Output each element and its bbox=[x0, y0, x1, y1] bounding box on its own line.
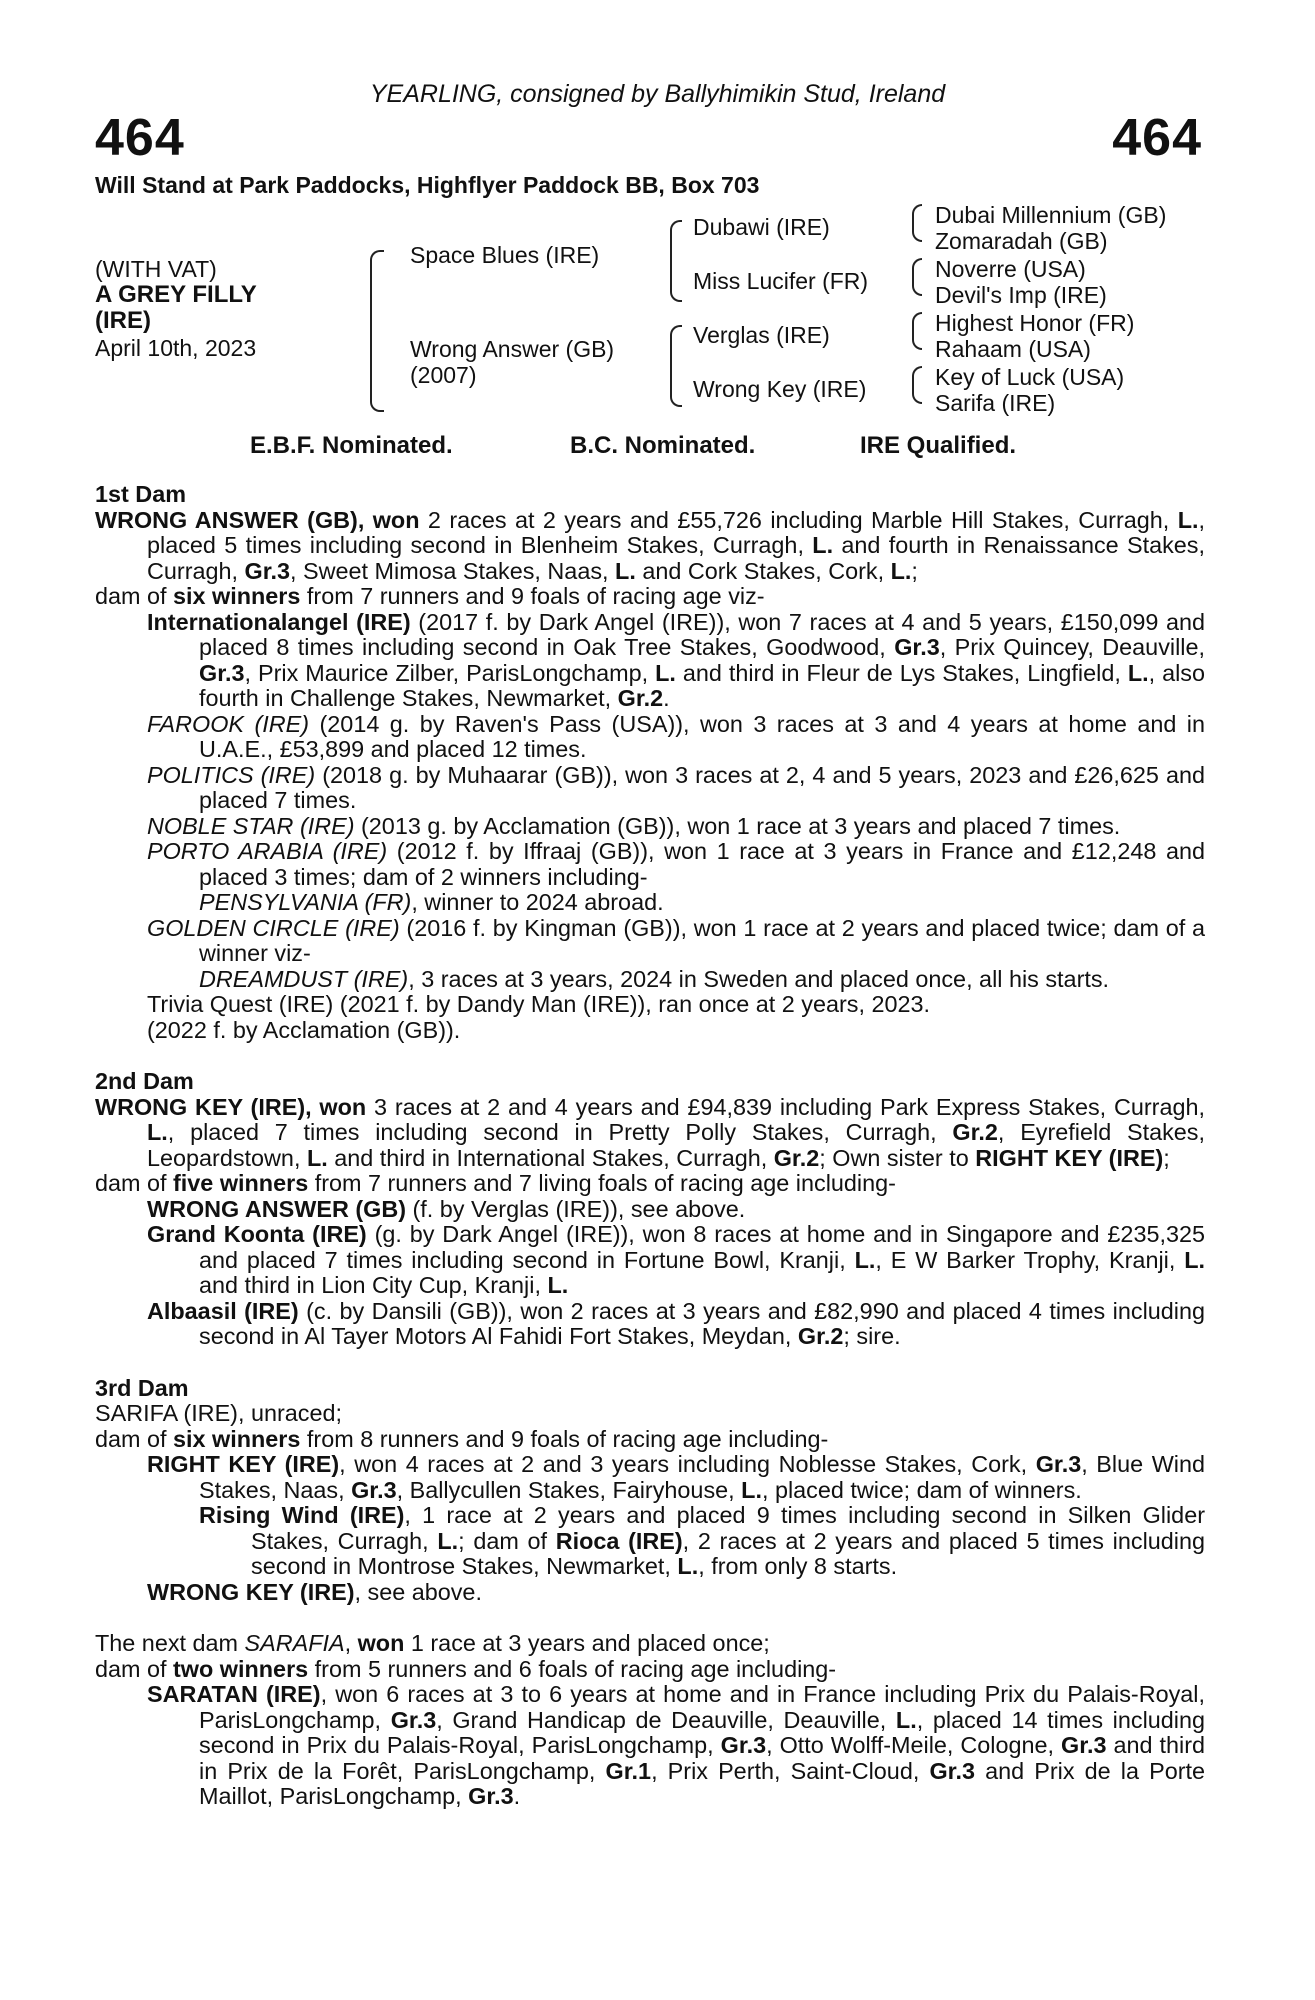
granddam-1: Zomaradah (GB) bbox=[935, 228, 1108, 254]
horse-name: A GREY FILLY bbox=[95, 281, 257, 308]
grandsire-2: Noverre (USA) bbox=[935, 256, 1086, 282]
consignor-subtitle: YEARLING, consigned by Ballyhimikin Stud, Ireland bbox=[369, 80, 946, 108]
bc-nominated: B.C. Nominated. bbox=[570, 432, 756, 459]
granddam-4: Sarifa (IRE) bbox=[935, 390, 1056, 416]
grandsire-4: Key of Luck (USA) bbox=[935, 364, 1125, 390]
dam: Wrong Answer (GB) bbox=[410, 336, 615, 362]
first-dam-summary: dam of six winners from 7 runners and 9 foals of racing age viz- bbox=[95, 583, 765, 609]
next-dam-summary: dam of two winners from 5 runners and 6 foals of racing age including- bbox=[95, 1655, 837, 1682]
produce-politics: POLITICS (IRE) (2018 g. by Muhaarar (GB)), won 3 races at 2, 4 and 5 years, 2023 and £26,625 and placed 7 times. bbox=[147, 761, 1205, 813]
lot-number-right: 464 bbox=[1112, 109, 1202, 167]
produce-grand-koonta: Grand Koonta (IRE) (g. by Dark Angel (IRE)), won 8 races at home and in Singapore and £235,325 and placed 7 times including second in Fortune Bowl, Kranji, L., E W Barker Trophy, Kranji, L. and third in Lion City Cup, Kranji, L. bbox=[147, 1221, 1206, 1298]
stand-location: Will Stand at Park Paddocks, Highflyer Paddock BB, Box 703 bbox=[95, 172, 760, 198]
pedigree-bracket-g2 bbox=[912, 258, 922, 296]
date-of-birth: April 10th, 2023 bbox=[95, 335, 257, 361]
sire-sire: Dubawi (IRE) bbox=[693, 214, 830, 240]
third-dam-summary: dam of six winners from 8 runners and 9 foals of racing age including- bbox=[95, 1425, 829, 1452]
grandsire-3: Highest Honor (FR) bbox=[935, 310, 1135, 336]
produce-wrong-answer: WRONG ANSWER (GB) (f. by Verglas (IRE)), see above. bbox=[147, 1195, 746, 1222]
third-dam-heading: 3rd Dam bbox=[95, 1374, 189, 1401]
produce-noble-star: NOBLE STAR (IRE) (2013 g. by Acclamation (GB)), won 1 race at 3 years and placed 7 times. bbox=[147, 812, 1121, 839]
pedigree-bracket-g1 bbox=[912, 204, 922, 242]
horse-country: (IRE) bbox=[95, 307, 151, 334]
sire: Space Blues (IRE) bbox=[410, 242, 600, 268]
pedigree-bracket-main bbox=[370, 250, 384, 412]
produce-internationalangel: Internationalangel (IRE) (2017 f. by Dark Angel (IRE)), won 7 races at 4 and 5 years, £150,099 and placed 8 times including second in Oak Tree Stakes, Goodwood, Gr.3, Prix Quincey, Deauville, Gr.3, Prix Maurice Zilber, ParisLongchamp, L. and third in Fleur de Lys Stakes, Lingfield, L., also fourth in Challenge Stakes, Newmarket, Gr.2. bbox=[147, 608, 1205, 711]
second-dam-heading: 2nd Dam bbox=[95, 1068, 194, 1094]
next-dam-record: The next dam SARAFIA, won 1 race at 3 years and placed once; bbox=[95, 1630, 770, 1656]
ebf-nominated: E.B.F. Nominated. bbox=[250, 432, 453, 459]
produce-dreamdust: DREAMDUST (IRE), 3 races at 3 years, 2024 in Sweden and placed once, all his starts. bbox=[199, 965, 1110, 992]
granddam-2: Devil's Imp (IRE) bbox=[935, 282, 1107, 308]
produce-pensylvania: PENSYLVANIA (FR), winner to 2024 abroad. bbox=[199, 889, 664, 915]
produce-2022-foal: (2022 f. by Acclamation (GB)). bbox=[147, 1016, 461, 1043]
third-dam-record: SARIFA (IRE), unraced; bbox=[95, 1400, 342, 1426]
granddam-3: Rahaam (USA) bbox=[935, 336, 1091, 362]
ire-qualified: IRE Qualified. bbox=[860, 432, 1017, 459]
produce-golden-circle: GOLDEN CIRCLE (IRE) (2016 f. by Kingman (GB)), won 1 race at 2 years and placed twice; dam of a winner viz- bbox=[147, 914, 1205, 966]
produce-trivia-quest: Trivia Quest (IRE) (2021 f. by Dandy Man (IRE)), ran once at 2 years, 2023. bbox=[147, 991, 931, 1017]
produce-porto-arabia: PORTO ARABIA (IRE) (2012 f. by Iffraaj (GB)), won 1 race at 3 years in France and £12,248 and placed 3 times; dam of 2 winners including- bbox=[147, 838, 1205, 890]
pedigree-bracket-g3 bbox=[912, 312, 922, 350]
dam-year: (2007) bbox=[410, 362, 477, 388]
lot-number-left: 464 bbox=[95, 109, 185, 167]
first-dam-heading: 1st Dam bbox=[95, 481, 187, 507]
produce-rising-wind: Rising Wind (IRE), 1 race at 2 years and placed 9 times including second in Silken Glider Stakes, Curragh, L.; dam of Rioca (IRE), 2 races at 2 years and placed 5 times including second in Montrose Stakes, Newmarket, L., from only 8 starts. bbox=[199, 1502, 1206, 1579]
produce-record bbox=[95, 482, 1205, 1810]
pedigree-bracket-dam bbox=[670, 325, 682, 407]
sire-dam: Miss Lucifer (FR) bbox=[693, 268, 869, 294]
grandsire-1: Dubai Millennium (GB) bbox=[935, 202, 1167, 228]
dam-sire: Verglas (IRE) bbox=[693, 322, 830, 348]
produce-saratan: SARATAN (IRE), won 6 races at 3 to 6 years at home and in France including Prix du Palais-Royal, ParisLongchamp, Gr.3, Grand Handicap de Deauville, Deauville, L., placed 14 times including second in Prix du Palais-Royal, ParisLongchamp, Gr.3, Otto Wolff-Meile, Cologne, Gr.3 and third in Prix de la Forêt, ParisLongchamp, Gr.1, Prix Perth, Saint-Cloud, Gr.3 and Prix de la Porte Maillot, ParisLongchamp, Gr.3. bbox=[147, 1681, 1205, 1809]
dam-dam: Wrong Key (IRE) bbox=[693, 376, 867, 402]
produce-wrong-key: WRONG KEY (IRE), see above. bbox=[147, 1578, 482, 1605]
pedigree-bracket-g4 bbox=[912, 366, 922, 404]
vat-label: (WITH VAT) bbox=[95, 256, 217, 282]
produce-right-key: RIGHT KEY (IRE), won 4 races at 2 and 3 years including Noblesse Stakes, Cork, Gr.3, Blue Wind Stakes, Naas, Gr.3, Ballycullen Stakes, Fairyhouse, L., placed twice; dam of winners. bbox=[147, 1451, 1205, 1503]
first-dam-record: WRONG ANSWER (GB), won 2 races at 2 years and £55,726 including Marble Hill Stakes, Curragh, L., placed 5 times including second in Blenheim Stakes, Curragh, L. and fourth in Renaissance Stakes, Curragh, Gr.3, Sweet Mimosa Stakes, Naas, L. and Cork Stakes, Cork, L.; bbox=[95, 506, 1206, 584]
pedigree-bracket-sire bbox=[670, 220, 682, 302]
second-dam-record: WRONG KEY (IRE), won 3 races at 2 and 4 years and £94,839 including Park Express Stakes, Curragh, L., placed 7 times including second in Pretty Polly Stakes, Curragh, Gr.2, Eyrefield Stakes, Leopardstown, L. and third in International Stakes, Curragh, Gr.2; Own sister to RIGHT KEY (IRE); bbox=[95, 1093, 1205, 1171]
produce-farook: FAROOK (IRE) (2014 g. by Raven's Pass (USA)), won 3 races at 3 and 4 years at home and in U.A.E., £53,899 and placed 12 times. bbox=[147, 710, 1205, 762]
produce-albaasil: Albaasil (IRE) (c. by Dansili (GB)), won 2 races at 3 years and £82,990 and placed 4 times including second in Al Tayer Motors Al Fahidi Fort Stakes, Meydan, Gr.2; sire. bbox=[147, 1297, 1205, 1349]
second-dam-summary: dam of five winners from 7 runners and 7 living foals of racing age including- bbox=[95, 1170, 896, 1196]
